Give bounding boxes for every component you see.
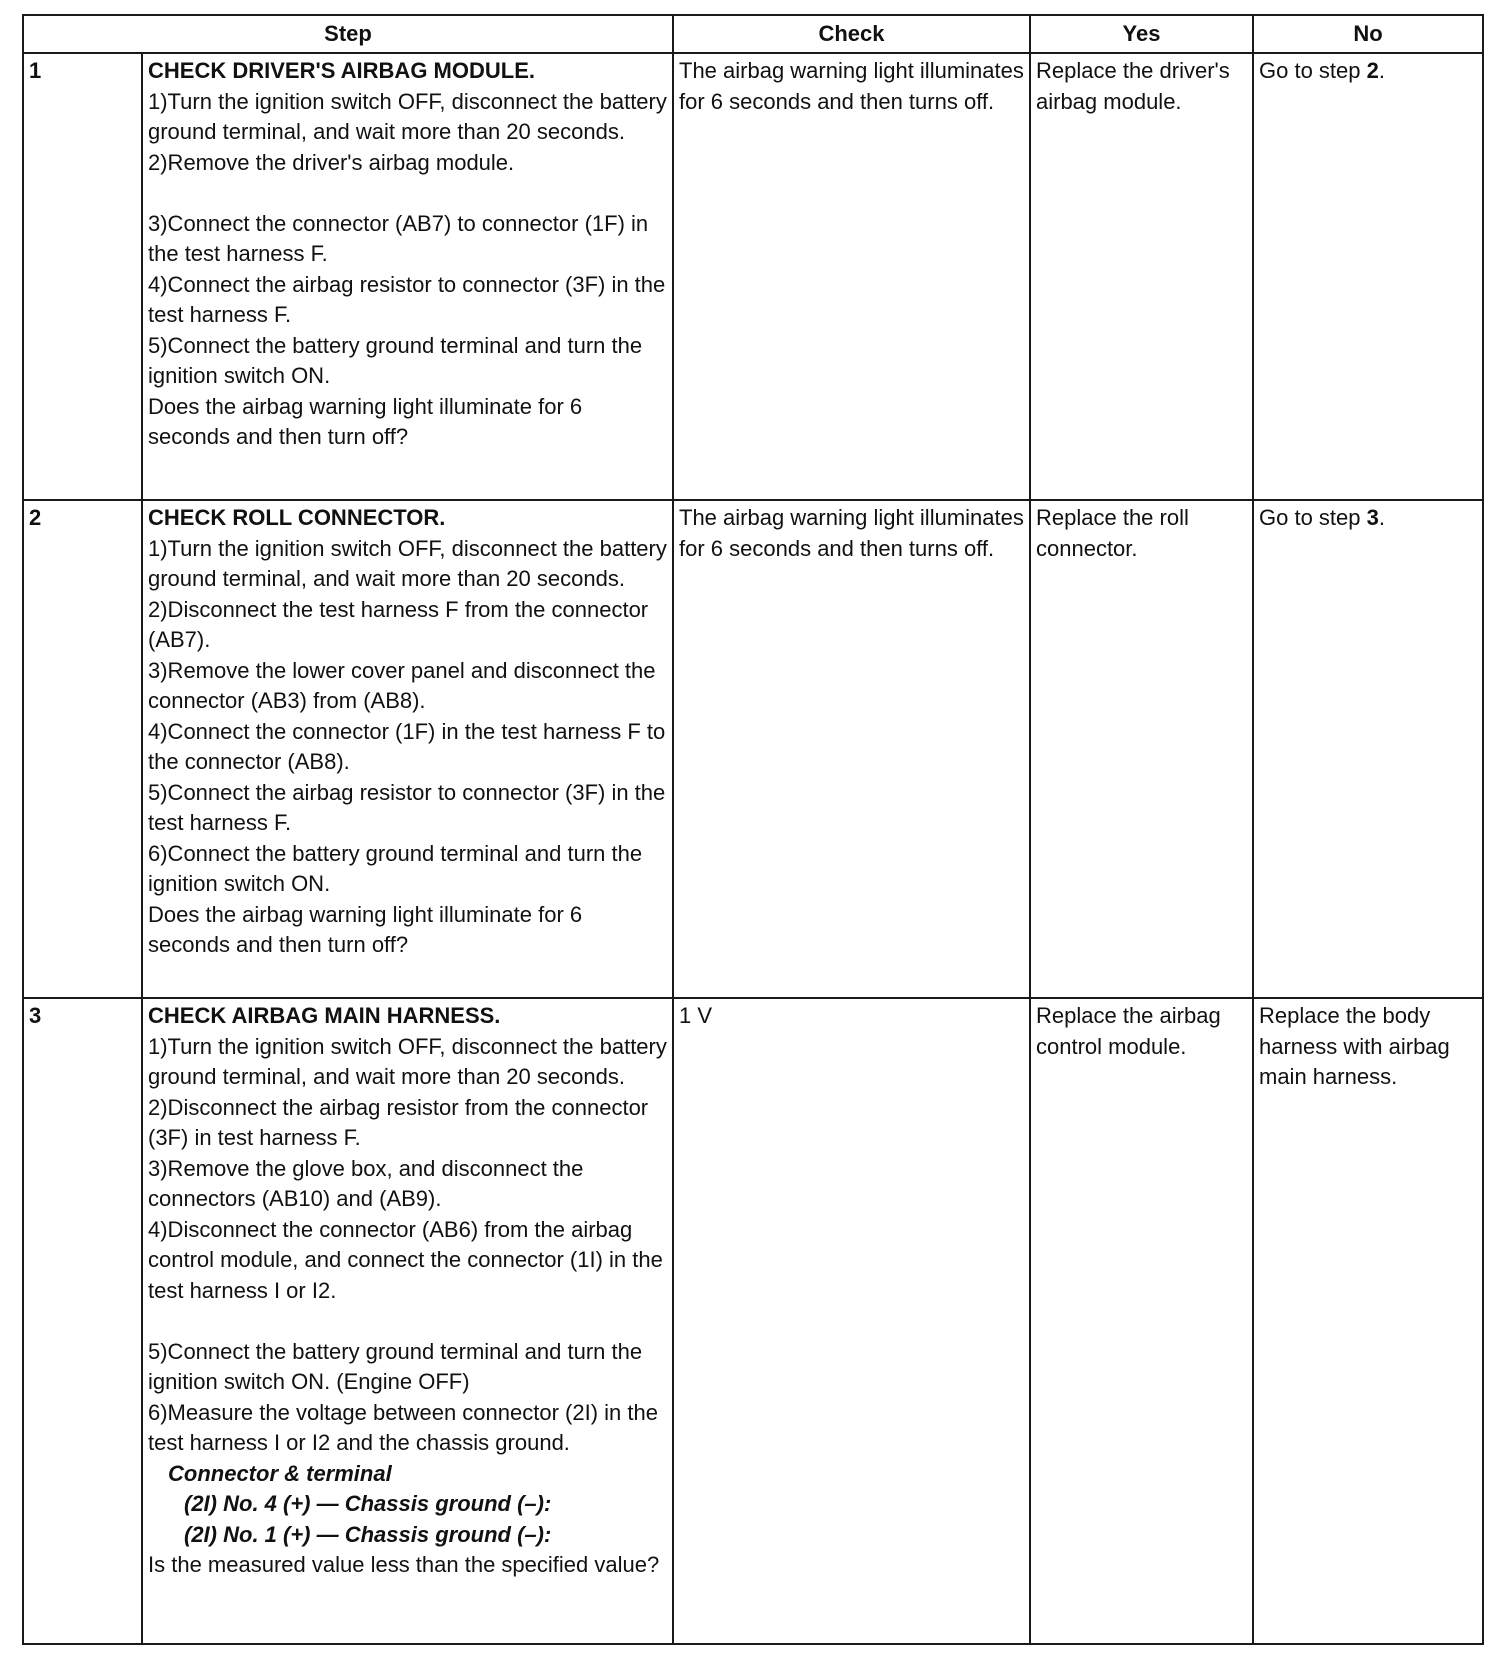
check-cell: The airbag warning light illuminates for 6 seconds and then turns off. xyxy=(673,500,1030,998)
no-text: Go to step xyxy=(1259,505,1367,530)
instruction: 2)Disconnect the airbag resistor from the connector (3F) in test harness F. xyxy=(148,1094,649,1150)
no-cell: Replace the body harness with airbag main harness. xyxy=(1253,998,1483,1644)
instruction: 4)Connect the connector (1F) in the test harness F to the connector (AB8). xyxy=(148,718,666,774)
step-description xyxy=(142,998,673,1644)
header-step: Step xyxy=(23,15,673,53)
diagnostic-table xyxy=(22,14,1484,1645)
goto-step-number: 3 xyxy=(1366,505,1379,530)
instruction: 3)Connect the connector (AB7) to connector (1F) in the test harness F. xyxy=(148,210,649,266)
step-question: Is the measured value less than the specified value? xyxy=(148,1552,660,1577)
instruction: 2)Disconnect the test harness F from the connector (AB7). xyxy=(148,596,649,652)
instruction: 5)Connect the battery ground terminal and turn the ignition switch ON. (Engine OFF) xyxy=(148,1338,643,1394)
table-row xyxy=(23,53,1483,500)
instruction: 1)Turn the ignition switch OFF, disconnect the battery ground terminal, and wait more than 20 seconds. xyxy=(148,88,667,144)
yes-cell: Replace the airbag control module. xyxy=(1030,998,1253,1644)
no-suffix: . xyxy=(1378,58,1385,83)
yes-cell: Replace the driver's airbag module. xyxy=(1030,53,1253,500)
step-title: CHECK AIRBAG MAIN HARNESS. xyxy=(148,1003,501,1028)
connector-terminal-title: Connector & terminal xyxy=(168,1460,392,1486)
yes-cell: Replace the roll connector. xyxy=(1030,500,1253,998)
table-row xyxy=(23,998,1483,1644)
instruction: 2)Remove the driver's airbag module. xyxy=(148,149,515,175)
table-header-row xyxy=(23,15,1483,53)
step-title: CHECK ROLL CONNECTOR. xyxy=(148,505,446,530)
instruction: 1)Turn the ignition switch OFF, disconnect the battery ground terminal, and wait more than 20 seconds. xyxy=(148,535,667,591)
no-cell xyxy=(1253,53,1483,500)
no-suffix: . xyxy=(1378,505,1385,530)
check-cell: 1 V xyxy=(673,998,1030,1644)
step-description xyxy=(142,53,673,500)
instruction: 5)Connect the airbag resistor to connector (3F) in the test harness F. xyxy=(148,779,666,835)
step-number: 3 xyxy=(23,998,142,1644)
instruction: 1)Turn the ignition switch OFF, disconnect the battery ground terminal, and wait more than 20 seconds. xyxy=(148,1033,667,1089)
instruction: 6)Connect the battery ground terminal and turn the ignition switch ON. xyxy=(148,840,643,896)
goto-step-number: 2 xyxy=(1366,58,1379,83)
header-yes: Yes xyxy=(1030,15,1253,53)
instruction: 3)Remove the glove box, and disconnect the connectors (AB10) and (AB9). xyxy=(148,1155,584,1211)
instruction: 6)Measure the voltage between connector (2I) in the test harness I or I2 and the chassis ground. xyxy=(148,1399,658,1455)
header-no: No xyxy=(1253,15,1483,53)
step-number: 1 xyxy=(23,53,142,500)
table-row xyxy=(23,500,1483,998)
step-number: 2 xyxy=(23,500,142,998)
instruction: 4)Disconnect the connector (AB6) from the airbag control module, and connect the connector (1I) in the test harness I or I2. xyxy=(148,1216,663,1303)
check-cell: The airbag warning light illuminates for 6 seconds and then turns off. xyxy=(673,53,1030,500)
step-description xyxy=(142,500,673,998)
step-title: CHECK DRIVER'S AIRBAG MODULE. xyxy=(148,58,535,83)
connector-terminal-line: (2I) No. 4 (+) — Chassis ground (–): xyxy=(184,1491,552,1516)
no-cell xyxy=(1253,500,1483,998)
header-check: Check xyxy=(673,15,1030,53)
connector-terminal-line: (2I) No. 1 (+) — Chassis ground (–): xyxy=(184,1521,552,1547)
instruction: 3)Remove the lower cover panel and disconnect the connector (AB3) from (AB8). xyxy=(148,657,656,713)
instruction: 4)Connect the airbag resistor to connector (3F) in the test harness F. xyxy=(148,271,666,327)
step-question: Does the airbag warning light illuminate for 6 seconds and then turn off? xyxy=(148,393,583,449)
no-text: Go to step xyxy=(1259,58,1367,83)
step-question: Does the airbag warning light illuminate for 6 seconds and then turn off? xyxy=(148,901,583,957)
instruction: 5)Connect the battery ground terminal and turn the ignition switch ON. xyxy=(148,332,643,388)
